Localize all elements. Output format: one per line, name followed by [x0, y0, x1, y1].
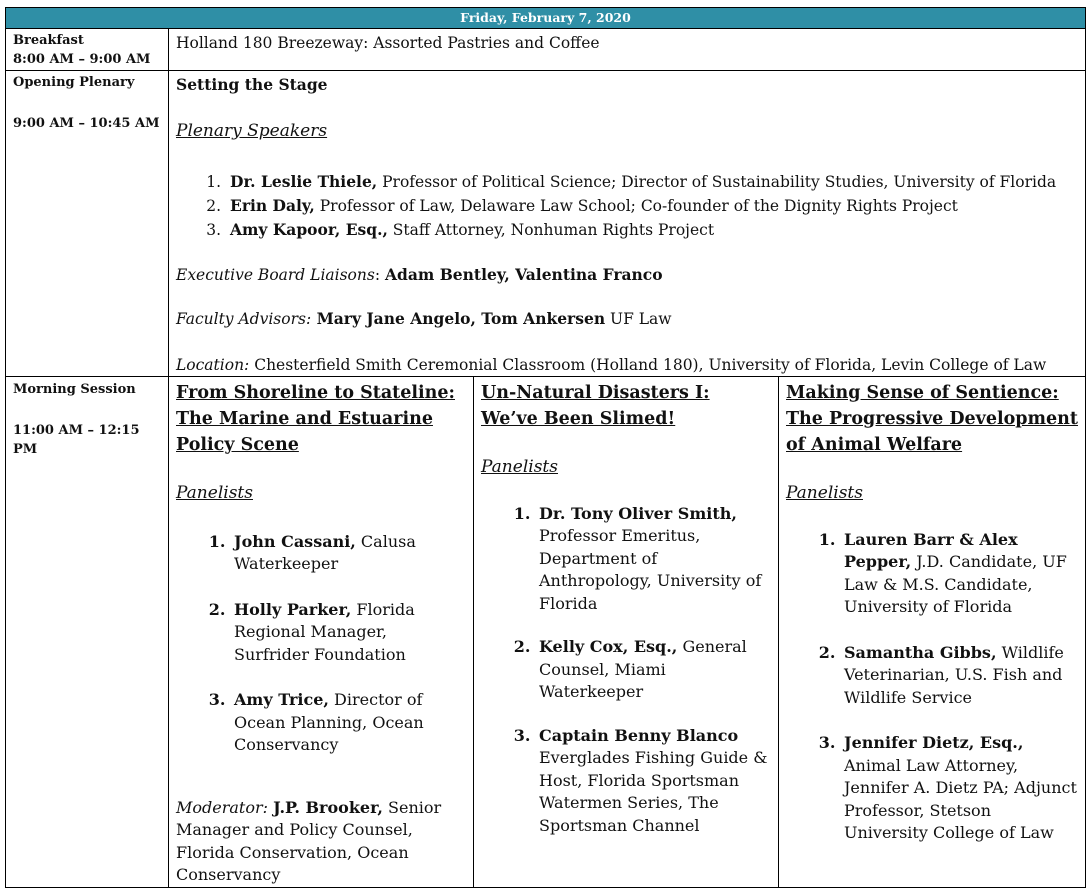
moderator-desc: Senior Manager and Policy Counsel, Florida Conservation, Ocean Conservancy	[176, 797, 442, 884]
panelists-list	[786, 529, 1079, 845]
speaker-name: Dr. Leslie Thiele,	[230, 172, 378, 191]
panelist-item	[536, 503, 772, 616]
panelist-desc: J.D. Candidate, UF Law & M.S. Candidate, University of Florida	[844, 552, 1067, 616]
breakfast-text: Holland 180 Breezeway: Assorted Pastries and Coffee	[176, 34, 600, 52]
panelist-desc: General Counsel, Miami Waterkeeper	[539, 637, 747, 701]
plenary-speakers-list	[176, 170, 1085, 242]
location-label: Location:	[176, 356, 250, 374]
date-header: Friday, February 7, 2020	[6, 8, 1086, 29]
plenary-speakers-heading: Plenary Speakers	[176, 121, 328, 141]
speaker-desc: Staff Attorney, Nonhuman Rights Project	[387, 221, 715, 239]
panelist-desc: Professor Emeritus, Department of Anthropology, University of Florida	[539, 526, 762, 613]
panelist-desc: Everglades Fishing Guide & Host, Florida Sportsman Watermen Series, The Sportsman Channel	[539, 748, 768, 835]
panelist-desc: Director of Ocean Planning, Ocean Conservancy	[234, 690, 424, 754]
panelist-item	[536, 636, 772, 704]
panelist-item	[841, 642, 1079, 710]
panelists-heading: Panelists	[786, 483, 863, 503]
panelist-item	[231, 599, 467, 667]
session-title: From Shoreline to Stateline: The Marine and Estuarine Policy Scene	[176, 383, 455, 455]
plenary-title: Setting the Stage	[176, 75, 328, 94]
breakfast-label: Breakfast	[13, 33, 84, 48]
session-sentience	[779, 377, 1086, 888]
panelist-name: Lauren Barr & Alex Pepper,	[844, 529, 1018, 571]
morning-time: 11:00 AM – 12:15 PM	[13, 423, 140, 457]
panelist-item	[231, 689, 467, 757]
morning-row	[6, 377, 1086, 888]
speaker-item	[226, 170, 1085, 194]
panelist-desc: Wildlife Veterinarian, U.S. Fish and Wildlife Service	[844, 642, 1064, 707]
panelist-name: Kelly Cox, Esq.,	[539, 637, 678, 656]
panelists-heading: Panelists	[176, 483, 253, 503]
panelist-name: Captain Benny Blanco	[539, 725, 739, 745]
schedule-table	[5, 7, 1086, 888]
liaisons-label: Executive Board Liaisons	[176, 266, 375, 284]
plenary-time: 9:00 AM – 10:45 AM	[13, 116, 160, 131]
panelist-name: Dr. Tony Oliver Smith,	[539, 503, 737, 523]
panelist-desc: Calusa Waterkeeper	[234, 531, 416, 573]
panelists-list	[481, 503, 772, 838]
panelist-item	[841, 732, 1079, 845]
plenary-row	[6, 71, 1086, 377]
breakfast-details	[169, 29, 1086, 71]
panelists-heading: Panelists	[481, 457, 558, 477]
morning-label-cell	[6, 377, 169, 888]
speaker-desc: Professor of Political Science; Director of Sustainability Studies, University of Florida	[377, 173, 1057, 191]
session-title: Un-Natural Disasters I: We’ve Been Slimed!	[481, 383, 710, 429]
liaisons-names: Adam Bentley, Valentina Franco	[385, 265, 663, 284]
panelist-item	[841, 529, 1079, 619]
advisors-names: Mary Jane Angelo, Tom Ankersen	[311, 309, 606, 328]
panelist-desc: Animal Law Attorney, Jennifer A. Dietz PA; Adjunct Professor, Stetson University College of Law	[844, 755, 1077, 842]
breakfast-row	[6, 29, 1086, 71]
panelist-name: John Cassani,	[234, 531, 356, 551]
advisors-line	[176, 308, 1085, 330]
session-unnatural-disasters	[474, 377, 779, 888]
morning-label: Morning Session	[13, 382, 136, 397]
moderator-label: Moderator:	[176, 797, 269, 817]
panelist-name: Holly Parker,	[234, 599, 352, 619]
plenary-label: Opening Plenary	[13, 75, 135, 90]
speaker-item	[226, 218, 1085, 242]
panelist-name: Amy Trice,	[234, 690, 329, 709]
advisors-suffix: UF Law	[605, 310, 672, 328]
session-shoreline	[169, 377, 474, 888]
panelist-desc: Florida Regional Manager, Surfrider Foundation	[234, 599, 415, 664]
moderator-name: J.P. Brooker,	[273, 797, 383, 817]
liaisons-sep: :	[374, 266, 385, 284]
advisors-label: Faculty Advisors:	[176, 310, 312, 328]
location-line	[176, 354, 1085, 376]
liaisons-line	[176, 264, 1085, 286]
moderator-line	[176, 797, 467, 887]
panelist-item	[231, 531, 467, 576]
speaker-item	[226, 194, 1085, 218]
breakfast-time: 8:00 AM – 9:00 AM	[13, 52, 151, 67]
panelists-list	[176, 531, 467, 757]
panelist-item	[536, 725, 772, 838]
panelist-name: Samantha Gibbs,	[844, 642, 997, 662]
location-text: Chesterfield Smith Ceremonial Classroom (Holland 180), University of Florida, Levin College of Law	[249, 356, 1047, 374]
plenary-details	[169, 71, 1086, 377]
speaker-name: Amy Kapoor, Esq.,	[230, 220, 388, 239]
breakfast-label-cell	[6, 29, 169, 71]
panelist-name: Jennifer Dietz, Esq.,	[844, 733, 1024, 752]
plenary-label-cell	[6, 71, 169, 377]
speaker-desc: Professor of Law, Delaware Law School; Co-founder of the Dignity Rights Project	[314, 197, 958, 215]
speaker-name: Erin Daly,	[230, 196, 315, 215]
session-title: Making Sense of Sentience: The Progressive Development of Animal Welfare	[786, 383, 1078, 455]
